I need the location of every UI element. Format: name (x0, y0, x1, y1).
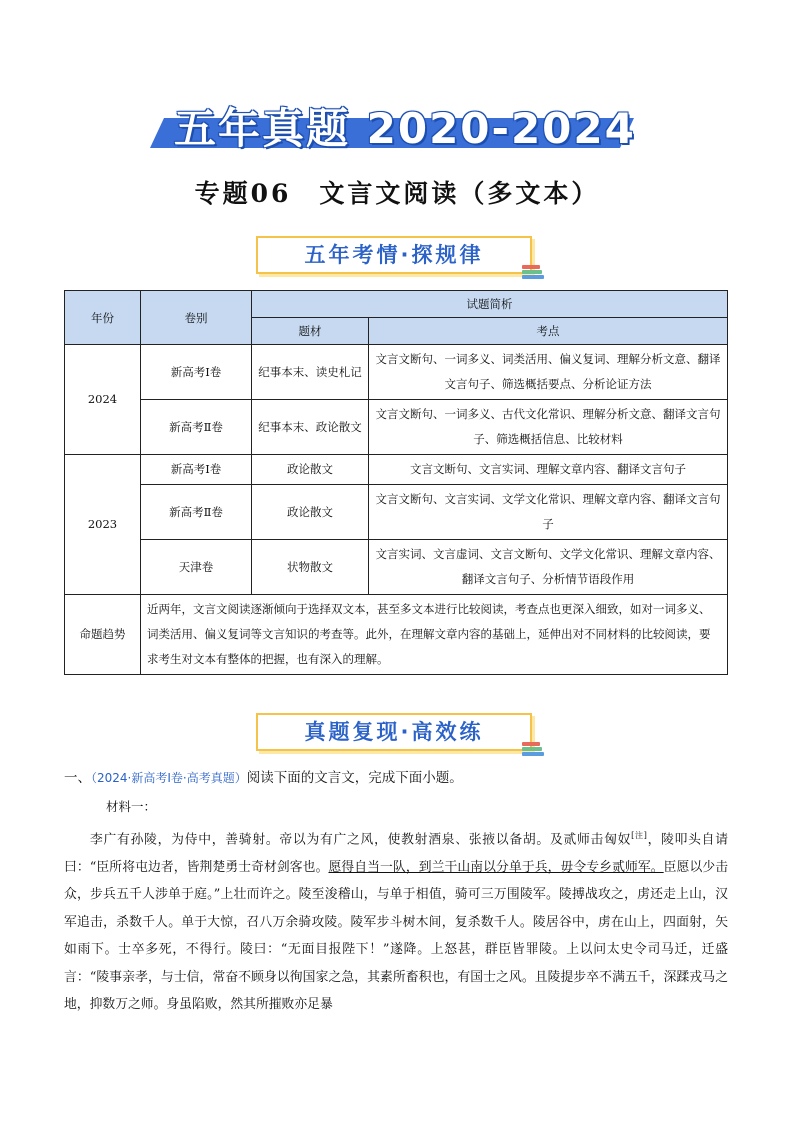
points-cell: 文言文断句、文言实词、文学文化常识、理解文章内容、翻译文言句子 (369, 485, 728, 540)
table-row (65, 595, 728, 675)
topic-cell: 政论散文 (252, 485, 369, 540)
material-label: 材料一： (106, 799, 157, 814)
year-cell: 2023 (65, 455, 141, 595)
topic-cell: 政论散文 (252, 455, 369, 485)
header-banner (150, 96, 636, 156)
table-row (65, 485, 728, 540)
paper-cell: 新高考Ⅰ卷 (141, 345, 252, 400)
section-heading-practice-text: 真题复现·高效练 (304, 720, 484, 744)
table-row (65, 400, 728, 455)
page-title: 专题06 文言文阅读（多文本） (194, 179, 600, 208)
passage-part-1: 李广有孙陵，为侍中，善骑射。帝以为有广之风，使教射酒泉、张掖以备胡。及贰师击匈奴 (90, 832, 632, 848)
trend-cell: 近两年，文言文阅读逐渐倾向于选择双文本，甚至多文本进行比较阅读，考查点也更深入细致，如对一词多义、词类活用、偏义复词等文言知识的考查等。此外，在理解文章内容的基础上，延伸出对不同材料的比较阅读，要求考生对文本有整体的把握，也有深入的理解。 (141, 595, 728, 675)
passage-text (64, 822, 728, 1019)
exam-analysis-table (64, 290, 728, 675)
topic-cell: 纪事本末、政论散文 (252, 400, 369, 455)
passage-part-2: ，陵叩头自请曰：“臣所将屯边者，皆荆楚勇士奇材剑客也。 (64, 832, 729, 875)
trend-label-cell: 命题趋势 (65, 595, 141, 675)
points-cell: 文言文断句、一词多义、古代文化常识、理解分析文意、翻译文言句子、筛选概括信息、比较材料 (369, 400, 728, 455)
year-cell: 2024 (65, 345, 141, 455)
question-number: 一、 (64, 770, 91, 786)
section-heading-trends-text: 五年考情·探规律 (304, 243, 484, 267)
topic-cell: 状物散文 (252, 540, 369, 595)
points-cell: 文言文断句、文言实词、理解文章内容、翻译文言句子 (369, 455, 728, 485)
question-header (64, 766, 728, 786)
footnote-marker: [注] (631, 831, 647, 840)
section-heading-practice (256, 713, 532, 751)
question-source: （2024·新高考Ⅰ卷·高考真题） (91, 771, 247, 785)
header-paper: 卷别 (141, 291, 252, 345)
topic-cell: 纪事本末、读史札记 (252, 345, 369, 400)
header-topic: 题材 (252, 318, 369, 345)
paper-cell: 新高考Ⅱ卷 (141, 400, 252, 455)
books-icon (522, 741, 544, 755)
underlined-sentence: 愿得自当一队，到兰干山南以分单于兵，毋令专乡贰师军。 (328, 859, 664, 875)
points-cell: 文言文断句、一词多义、词类活用、偏义复词、理解分析文意、翻译文言句子、筛选概括要点、分析论证方法 (369, 345, 728, 400)
table-row (65, 455, 728, 485)
question-prompt: 阅读下面的文言文，完成下面小题。 (246, 770, 463, 786)
header-analysis: 试题简析 (252, 291, 728, 318)
paper-cell: 新高考Ⅱ卷 (141, 485, 252, 540)
header-points: 考点 (369, 318, 728, 345)
paper-cell: 新高考Ⅰ卷 (141, 455, 252, 485)
paper-cell: 天津卷 (141, 540, 252, 595)
books-icon (522, 264, 544, 278)
banner-text: 五年真题 2020-2024 (174, 104, 636, 153)
header-year: 年份 (65, 291, 141, 345)
section-heading-trends (256, 236, 532, 274)
points-cell: 文言实词、文言虚词、文言文断句、文学文化常识、理解文章内容、翻译文言句子、分析情节语段作用 (369, 540, 728, 595)
table-row (65, 540, 728, 595)
table-row (65, 345, 728, 400)
passage-part-3: 臣愿以少击众，步兵五千人涉单于庭。”上壮而许之。陵至浚稽山，与单于相值，骑可三万围陵军。陵搏战攻之，虏还走上山，汉军追击，杀数千人。单于大惊，召八万余骑攻陵。陵军步斗树木间，复杀数千人。陵居谷中，虏在山上，四面射，矢如雨下。士卒多死，不得行。陵曰：“无面目报陛下！”遂降。上怒甚，群臣皆罪陵。上以问太史令司马迁，迁盛言：“陵事亲孝，与士信，常奋不顾身以徇国家之急，其素所畜积也，有国士之风。且陵提步卒不满五千，深蹂戎马之地，抑数万之师。身虽陷败，然其所摧败亦足暴 (64, 859, 729, 1013)
